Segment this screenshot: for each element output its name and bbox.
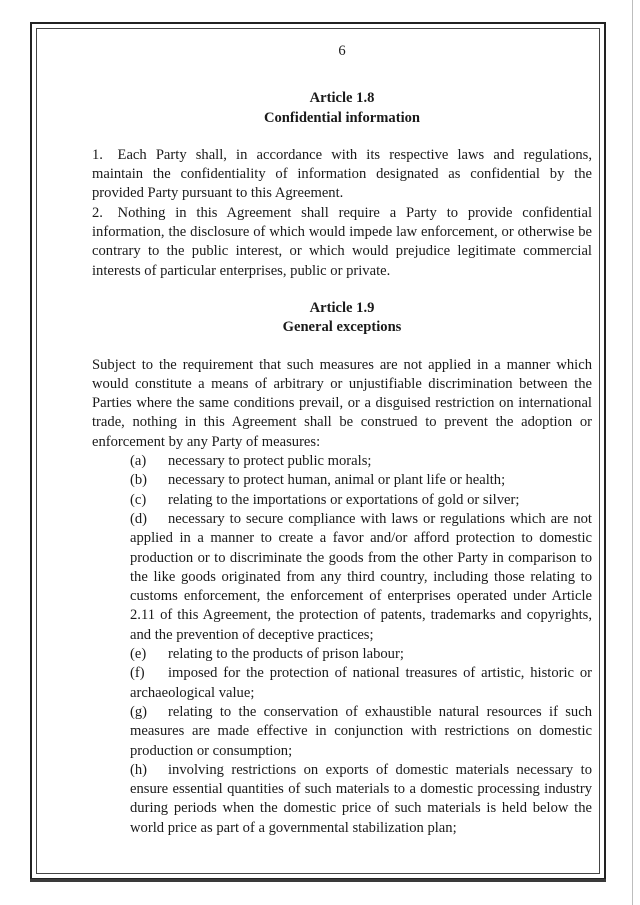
- page-content: [92, 42, 592, 838]
- item-text: involving restrictions on exports of domestic materials necessary to ensure essential quantities of such materials to a domestic processing industry during periods when the domestic price of such materials is held below the world price as part of a governmental stabilization plan;: [130, 761, 592, 836]
- item-text: necessary to secure compliance with laws or regulations which are not applied in a manner to create a favor and/or afford protection to domestic production or to discriminate the goods from the other Party in comparison to the like goods originated from any third country, including those relating to customs enforcement, the enforcement of enterprises operated under Article 2.11 of this Agreement, the protection of patents, trademarks and copyrights, and the prevention of deceptive practices;: [130, 510, 592, 643]
- item-label: (e): [130, 646, 147, 663]
- list-item-g: [130, 703, 592, 761]
- item-label: (g): [130, 703, 148, 720]
- article-subtitle: General exceptions: [282, 319, 402, 336]
- list-item-f: [130, 664, 592, 703]
- item-label: (f): [130, 665, 145, 682]
- item-text: imposed for the protection of national treasures of artistic, historic or archaeological value;: [130, 665, 592, 701]
- article-title: Article 1.9: [309, 299, 375, 316]
- paragraph-1: 1. Each Party shall, in accordance with its respective laws and regulations, maintain the confidentiality of information designated as confidential by the provided Party pursuant to this Agreement.: [92, 146, 592, 202]
- article-title: Article 1.8: [309, 90, 375, 107]
- article-subtitle: Confidential information: [263, 109, 421, 126]
- article-1-9: [92, 299, 592, 838]
- item-text: necessary to protect human, animal or plant life or health;: [168, 472, 506, 489]
- item-label: (b): [130, 472, 148, 489]
- item-text: relating to the conservation of exhaustible natural resources if such measures are made effective in conjunction with restrictions on domestic production or consumption;: [130, 703, 592, 759]
- paragraph-2: 2. Nothing in this Agreement shall require a Party to provide confidential information, the disclosure of which would impede law enforcement, or otherwise be contrary to the public interest, or which would prejudice legitimate commercial interests of particular enterprises, public or private.: [92, 204, 592, 279]
- list-item-e: [130, 645, 592, 664]
- item-text: relating to the products of prison labour;: [168, 646, 404, 663]
- intro-paragraph: Subject to the requirement that such measures are not applied in a manner which would constitute a means of arbitrary or unjustifiable discrimination between the Parties where the same conditions prevail, or a disguised restriction on international trade, nothing in this Agreement shall be construed to prevent the adoption or enforcement by any Party of measures:: [92, 356, 592, 450]
- page-number: 6: [338, 43, 346, 59]
- list-item-h: [130, 761, 592, 838]
- list-item-d: [130, 510, 592, 645]
- bottom-border-band: [30, 879, 606, 882]
- article-1-8: [92, 89, 592, 281]
- item-text: relating to the importations or exportations of gold or silver;: [168, 491, 520, 508]
- item-text: necessary to protect public morals;: [168, 453, 372, 470]
- list-item-b: [130, 471, 592, 490]
- list-item-c: [130, 491, 592, 510]
- item-label: (d): [130, 510, 148, 527]
- scan-edge-line: [632, 0, 633, 905]
- item-label: (c): [130, 491, 147, 508]
- item-label: (a): [130, 453, 147, 470]
- section-gap: [92, 281, 592, 299]
- item-label: (h): [130, 761, 148, 778]
- list-item-a: [130, 452, 592, 471]
